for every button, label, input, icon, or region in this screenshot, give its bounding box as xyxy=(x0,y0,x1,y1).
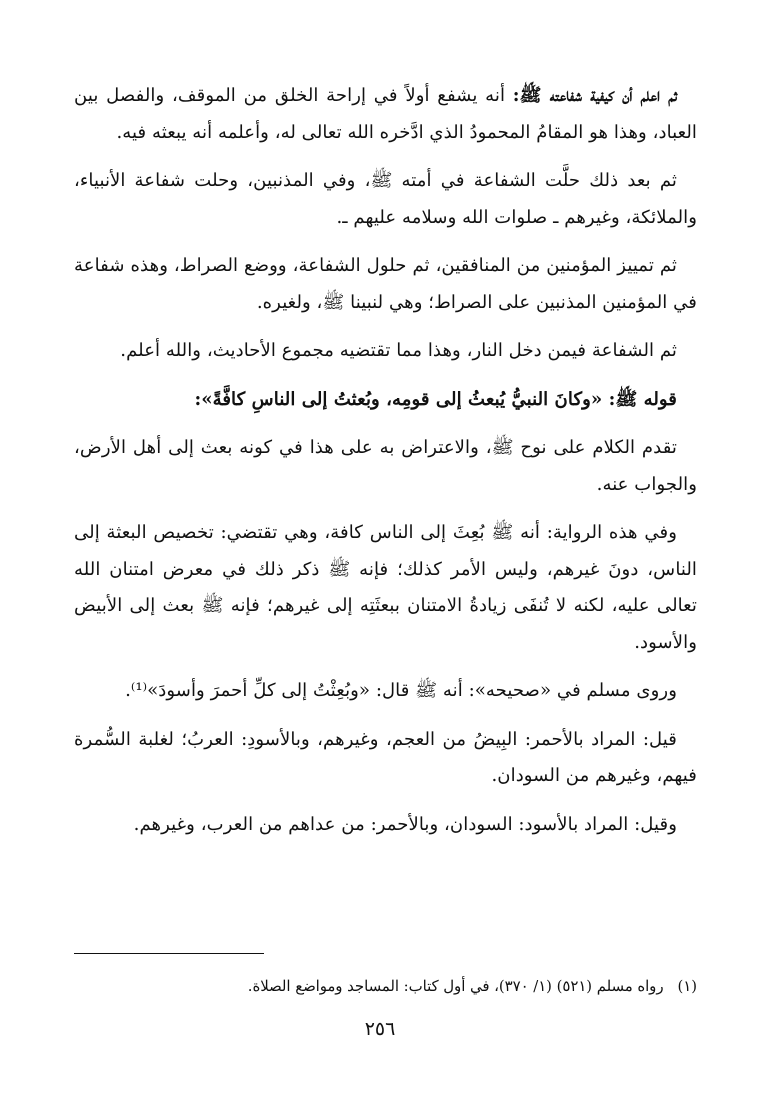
paragraph-6 xyxy=(74,430,697,503)
paragraph-8 xyxy=(74,673,697,710)
paragraph-text: ثم بعد ذلك حلَّت الشفاعة في أمته ﷺ، وفي المذنبين، وحلت شفاعة الأنبياء، والملائكة، وغيرهم ـ صلوات الله وسلامه عليهم ـ. xyxy=(74,170,697,228)
paragraph-text: وقيل: المراد بالأسود: السودان، وبالأحمر: من عداهم من العرب، وغيرهم. xyxy=(133,813,677,835)
paragraph-1 xyxy=(74,78,697,151)
paragraph-9 xyxy=(74,722,697,795)
paragraph-text: وفي هذه الرواية: أنه ﷺ بُعِثَ إلى الناس كافة، وهي تقتضي: تخصيص البعثة إلى الناس، دونَ غيرهم، وليس الأمر كذلك؛ فإنه ﷺ ذكر ذلك في معرض امتنان الله تعالى عليه، لكنه لا تُنفَى زيادةُ الامتنان ببعثَتِه إلى غيرهم؛ فإنه ﷺ بعث إلى الأبيض والأسود. xyxy=(74,522,697,653)
footnote-text: رواه مسلم (٥٢١) (١/ ٣٧٠)، في أول كتاب: المساجد ومواضع الصلاة. xyxy=(247,978,664,995)
paragraph-2 xyxy=(74,163,697,236)
paragraph-text: ثم الشفاعة فيمن دخل النار، وهذا مما تقتضيه مجموع الأحاديث، والله أعلم. xyxy=(120,340,677,361)
paragraph-3 xyxy=(74,248,697,321)
paragraph-lead: ثم اعلم أن كيفية شفاعته ﷺ: xyxy=(512,85,677,106)
paragraph-text: وروى مسلم في «صحيحه»: أنه ﷺ قال: «وبُعِثْتُ إلى كلِّ أحمرَ وأسودَ»⁽¹⁾. xyxy=(125,680,677,701)
page-body xyxy=(74,78,697,855)
hadith-heading xyxy=(74,382,697,419)
paragraph-7 xyxy=(74,515,697,661)
footnote-number: (١) xyxy=(677,978,697,995)
paragraph-text: قيل: المراد بالأحمر: البِيضُ من العجم، وغيرهم، وبالأسودِ: العربُ؛ لغلبة السُّمرة فيهم، وغيرهم من السودان. xyxy=(74,728,697,786)
footnote xyxy=(74,974,697,1000)
paragraph-text: أنه يشفع أولاً في إراحة الخلق من الموقف، والفصل بين العباد، وهذا هو المقامُ المحمودُ الذي ادَّخره الله تعالى له، وأعلمه أنه يبعثه فيه. xyxy=(74,85,697,143)
paragraph-text: تقدم الكلام على نوح ﷺ، والاعتراض به على هذا في كونه بعث إلى أهل الأرض، والجواب عنه. xyxy=(74,437,697,495)
paragraph-4 xyxy=(74,333,697,370)
paragraph-text: ثم تمييز المؤمنين من المنافقين، ثم حلول الشفاعة، ووضع الصراط، وهذه شفاعة في المؤمنين المذنبين على الصراط؛ وهي لنبينا ﷺ، ولغيره. xyxy=(74,255,697,313)
page-number: ٢٥٦ xyxy=(364,1018,396,1040)
paragraph-10 xyxy=(74,807,697,844)
paragraph-lead: قوله ﷺ: «وكانَ النبيُّ يُبعثُ إلى قومِه، وبُعثتُ إلى الناسِ كافَّةً»: xyxy=(194,388,677,410)
footnote-divider xyxy=(74,953,264,954)
